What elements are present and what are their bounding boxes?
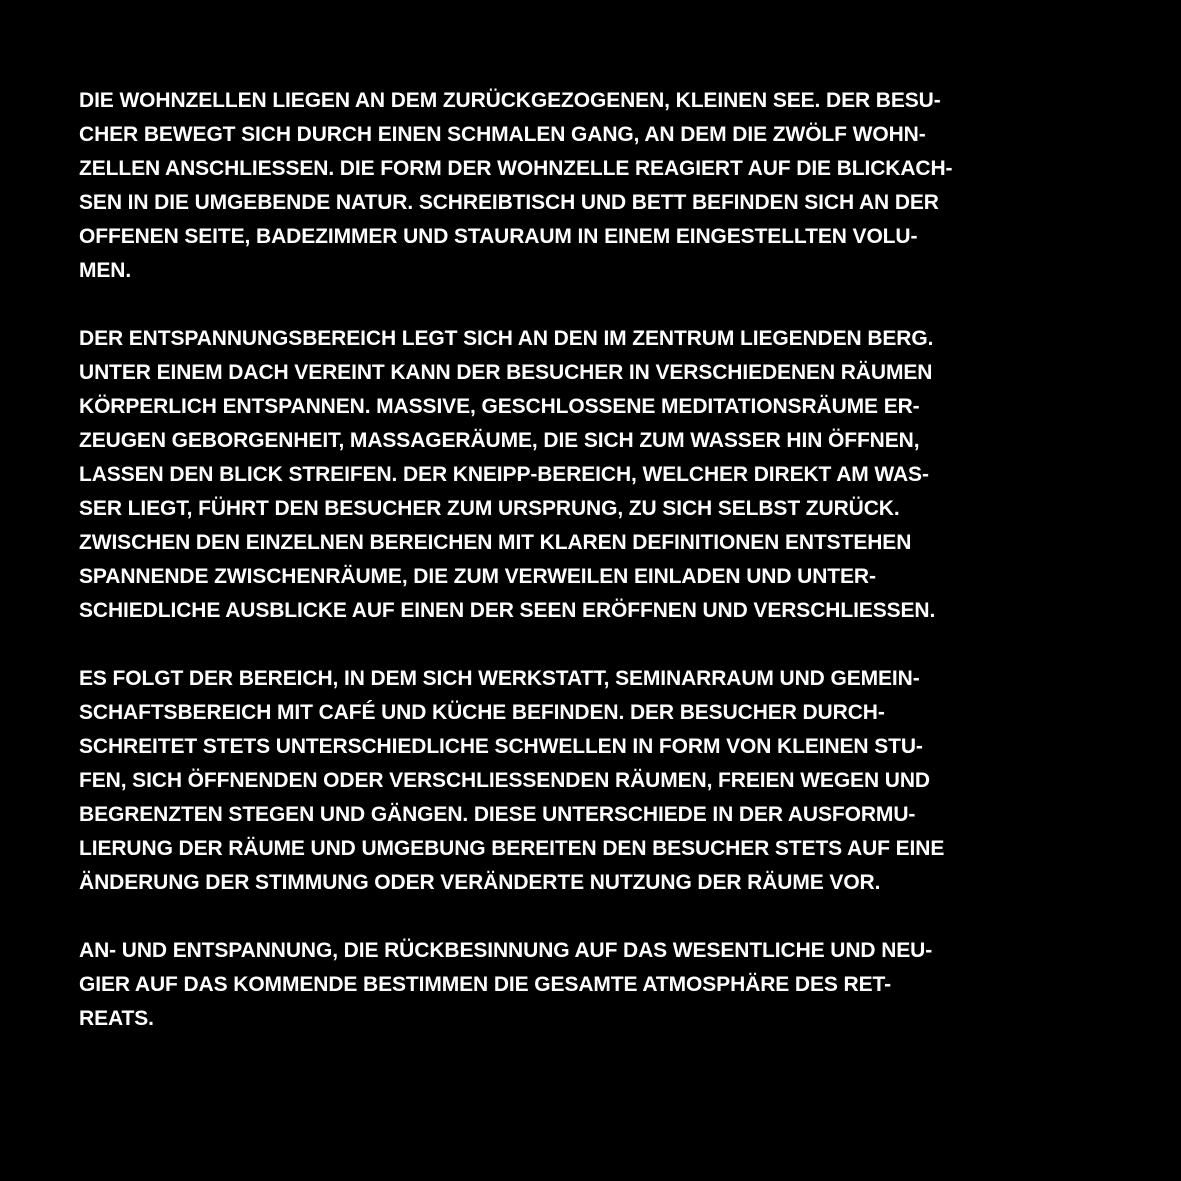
text-line: BEGRENZTEN STEGEN UND GÄNGEN. DIESE UNTERSCHIEDE IN DER AUSFORMU-: [79, 803, 916, 826]
paragraph-entspannungsbereich: [79, 322, 1139, 628]
text-line: SCHIEDLICHE AUSBLICKE AUF EINEN DER SEEN ERÖFFNEN UND VERSCHLIESSEN.: [79, 599, 936, 622]
text-line: ES FOLGT DER BEREICH, IN DEM SICH WERKSTATT, SEMINARRAUM UND GEMEIN-: [79, 667, 920, 690]
paragraph-gemeinschaftsbereich: [79, 662, 1139, 900]
text-page: [79, 84, 1139, 1070]
text-line: MEN.: [79, 259, 132, 282]
text-line: CHER BEWEGT SICH DURCH EINEN SCHMALEN GANG, AN DEM DIE ZWÖLF WOHN-: [79, 123, 926, 146]
text-line: SER LIEGT, FÜHRT DEN BESUCHER ZUM URSPRUNG, ZU SICH SELBST ZURÜCK.: [79, 497, 900, 520]
paragraph-atmosphaere: [79, 934, 1139, 1036]
text-line: OFFENEN SEITE, BADEZIMMER UND STAURAUM IN EINEM EINGESTELLTEN VOLU-: [79, 225, 918, 248]
text-line: LIERUNG DER RÄUME UND UMGEBUNG BEREITEN DEN BESUCHER STETS AUF EINE: [79, 837, 945, 860]
text-line: ZELLEN ANSCHLIESSEN. DIE FORM DER WOHNZELLE REAGIERT AUF DIE BLICKACH-: [79, 157, 953, 180]
text-line: SEN IN DIE UMGEBENDE NATUR. SCHREIBTISCH UND BETT BEFINDEN SICH AN DER: [79, 191, 939, 214]
text-line: SPANNENDE ZWISCHENRÄUME, DIE ZUM VERWEILEN EINLADEN UND UNTER-: [79, 565, 876, 588]
text-line: KÖRPERLICH ENTSPANNEN. MASSIVE, GESCHLOSSENE MEDITATIONSRÄUME ER-: [79, 395, 920, 418]
text-line: DER ENTSPANNUNGSBEREICH LEGT SICH AN DEN IM ZENTRUM LIEGENDEN BERG.: [79, 327, 934, 350]
text-line: FEN, SICH ÖFFNENDEN ODER VERSCHLIESSENDEN RÄUMEN, FREIEN WEGEN UND: [79, 769, 930, 792]
text-line: REATS.: [79, 1007, 154, 1030]
text-line: ZEUGEN GEBORGENHEIT, MASSAGERÄUME, DIE SICH ZUM WASSER HIN ÖFFNEN,: [79, 429, 920, 452]
paragraph-wohnzellen: [79, 84, 1139, 288]
text-line: UNTER EINEM DACH VEREINT KANN DER BESUCHER IN VERSCHIEDENEN RÄUMEN: [79, 361, 933, 384]
text-line: SCHAFTSBEREICH MIT CAFÉ UND KÜCHE BEFINDEN. DER BESUCHER DURCH-: [79, 701, 885, 724]
text-line: DIE WOHNZELLEN LIEGEN AN DEM ZURÜCKGEZOGENEN, KLEINEN SEE. DER BESU-: [79, 89, 941, 112]
text-line: LASSEN DEN BLICK STREIFEN. DER KNEIPP-BEREICH, WELCHER DIREKT AM WAS-: [79, 463, 929, 486]
text-line: AN- UND ENTSPANNUNG, DIE RÜCKBESINNUNG AUF DAS WESENTLICHE UND NEU-: [79, 939, 933, 962]
text-line: ÄNDERUNG DER STIMMUNG ODER VERÄNDERTE NUTZUNG DER RÄUME VOR.: [79, 871, 881, 894]
text-line: SCHREITET STETS UNTERSCHIEDLICHE SCHWELLEN IN FORM VON KLEINEN STU-: [79, 735, 923, 758]
text-line: ZWISCHEN DEN EINZELNEN BEREICHEN MIT KLAREN DEFINITIONEN ENTSTEHEN: [79, 531, 912, 554]
text-line: GIER AUF DAS KOMMENDE BESTIMMEN DIE GESAMTE ATMOSPHÄRE DES RET-: [79, 973, 891, 996]
